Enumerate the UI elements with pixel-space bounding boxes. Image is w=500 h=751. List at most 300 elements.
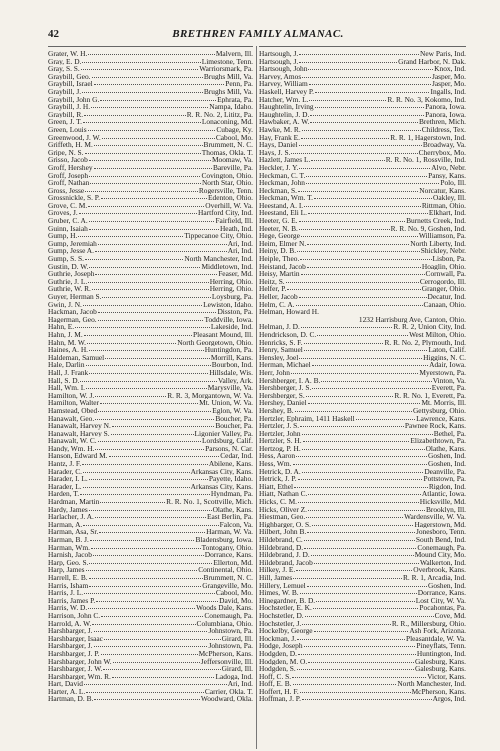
entry-location: R. R. 2, Union City, Ind. bbox=[393, 323, 466, 331]
entry-location: R. R. No. 3, Kokomo, Ind. bbox=[387, 95, 466, 104]
entry-location: Hagerstown, Md. bbox=[414, 520, 466, 529]
dot-leader bbox=[83, 483, 190, 488]
entry-location: Williamson, Pa. bbox=[418, 232, 466, 240]
entry-name: Hege, George bbox=[259, 232, 300, 240]
directory-entry bbox=[48, 483, 253, 491]
dot-leader bbox=[298, 498, 419, 503]
directory-entry bbox=[259, 118, 466, 126]
directory-entry bbox=[259, 172, 466, 180]
entry-name: Harshbarger, Wm. R. bbox=[48, 672, 111, 681]
entry-location: Ari, Ind. bbox=[227, 680, 253, 688]
dot-leader bbox=[100, 498, 165, 503]
entry-name: Hetrick, D. A. bbox=[259, 467, 301, 476]
dot-leader bbox=[84, 680, 227, 685]
entry-location: North Manchester, Ind. bbox=[397, 680, 466, 688]
entry-location: Girard, Ill. bbox=[221, 634, 253, 643]
entry-location: Mt. Morris, Ill. bbox=[421, 399, 466, 407]
directory-entry bbox=[48, 399, 253, 407]
directory-entry bbox=[259, 209, 466, 217]
directory-entry bbox=[259, 589, 466, 597]
entry-location: Malvern, Ill. bbox=[215, 50, 253, 58]
directory-entry bbox=[259, 285, 466, 293]
entry-name: Green, J. T. bbox=[48, 118, 83, 126]
entry-name: Heiny, D. B. bbox=[259, 247, 297, 256]
dot-leader bbox=[88, 604, 195, 609]
dot-leader bbox=[311, 551, 414, 556]
directory-entry bbox=[48, 209, 253, 217]
entry-location: East Berlin, Pa. bbox=[207, 513, 253, 521]
dot-leader bbox=[298, 187, 418, 192]
entry-location: Galesburg, Kans. bbox=[415, 657, 466, 666]
dot-leader bbox=[302, 430, 433, 435]
directory-entry bbox=[48, 50, 253, 58]
entry-location: Cedar, Ind. bbox=[220, 452, 253, 461]
dot-leader bbox=[100, 399, 198, 404]
entry-name: Hay, Frank E. bbox=[259, 133, 300, 142]
directory-entry bbox=[259, 399, 466, 407]
entry-name: Grater, W. H. bbox=[48, 50, 88, 58]
entry-location: Valley, Ark. bbox=[217, 376, 253, 385]
entry-location: Harman, W. Va. bbox=[206, 528, 253, 536]
directory-entry bbox=[48, 415, 253, 423]
dot-leader bbox=[95, 392, 166, 397]
entry-name: Harshbarger, J. W. bbox=[48, 665, 103, 673]
dot-leader bbox=[101, 194, 207, 199]
entry-name: Hochstetler, E. K. bbox=[259, 604, 312, 612]
dot-leader bbox=[89, 172, 200, 177]
directory-entry bbox=[259, 65, 466, 73]
directory-entry bbox=[48, 673, 253, 681]
dot-leader bbox=[113, 658, 200, 663]
entry-location: 1232 Harrisburg Ave, Canton, Ohio. bbox=[358, 315, 466, 324]
entry-name: Heestand, A. I. bbox=[259, 201, 304, 210]
entry-name: Harnish, Jacob bbox=[48, 551, 92, 559]
dot-leader bbox=[296, 566, 412, 571]
dot-leader bbox=[315, 88, 429, 93]
entry-location: R. R. 3, Morgantown, W. Va. bbox=[167, 391, 253, 400]
entry-location: Brummett, N. C. bbox=[203, 141, 253, 149]
entry-name: Heestand, Eli L. bbox=[259, 209, 308, 218]
directory-entry bbox=[48, 301, 253, 309]
entry-location: Herring, Ohio. bbox=[209, 285, 253, 293]
dot-leader bbox=[89, 156, 211, 161]
dot-leader bbox=[88, 126, 216, 131]
directory-entry bbox=[259, 528, 466, 536]
directory-entry bbox=[48, 574, 253, 582]
dot-leader bbox=[94, 164, 212, 169]
dot-leader bbox=[299, 164, 430, 169]
entry-name: Harter, A. L. bbox=[48, 687, 86, 696]
directory-entry bbox=[259, 490, 466, 498]
entry-name: Harman, Wm. bbox=[48, 543, 90, 552]
entry-location: Walkerton, Ind. bbox=[420, 558, 466, 567]
directory-entry bbox=[259, 642, 466, 650]
dot-leader bbox=[302, 73, 431, 78]
dot-leader bbox=[112, 673, 215, 678]
directory-entry bbox=[259, 566, 466, 574]
entry-name: Gross, Jesse bbox=[48, 186, 85, 195]
entry-name: Griffeth, H. M. bbox=[48, 141, 93, 149]
directory-entry bbox=[48, 126, 253, 134]
dot-leader bbox=[96, 597, 218, 602]
entry-name: Gray, S. S. bbox=[48, 65, 80, 73]
directory-entry bbox=[48, 96, 253, 104]
dot-leader bbox=[111, 430, 194, 435]
entry-location: Nampa, Idaho. bbox=[209, 103, 253, 111]
entry-location: Rittman, Ohio. bbox=[421, 201, 466, 210]
entry-name: Herman, Michael bbox=[259, 361, 311, 369]
entry-name: Hodgden, D. bbox=[259, 649, 297, 658]
directory-entry bbox=[259, 468, 466, 476]
dot-leader bbox=[315, 103, 425, 108]
directory-entry bbox=[48, 354, 253, 362]
entry-location: Hillsdale, Wis. bbox=[209, 368, 253, 377]
dot-leader bbox=[100, 96, 216, 101]
entry-name: Hall, J. Frank bbox=[48, 368, 89, 377]
entry-location: Thomas, Okla. T. bbox=[201, 148, 253, 157]
entry-location: Middletown, Ind. bbox=[201, 262, 253, 271]
entry-location: Columbiana, Ohio. bbox=[196, 619, 253, 628]
dot-leader bbox=[308, 658, 414, 663]
entry-location: Alvo, Nebr. bbox=[431, 163, 466, 172]
directory-entry bbox=[48, 58, 253, 66]
directory-entry bbox=[259, 551, 466, 559]
directory-entry bbox=[48, 597, 253, 605]
entry-location: Laton, Calif. bbox=[428, 346, 466, 354]
dot-leader bbox=[88, 278, 208, 283]
entry-location: Huntington, Ind. bbox=[416, 649, 466, 658]
entry-location: Johnstown, Pa. bbox=[208, 642, 253, 650]
entry-location: Jasper, Mo. bbox=[432, 72, 466, 81]
dot-leader bbox=[92, 73, 203, 78]
entry-name: Hawke, M. R. bbox=[259, 125, 301, 134]
entry-location: Woods Dale, Kans. bbox=[196, 604, 253, 612]
entry-location: R. R. No. 2, Lititz, Pa. bbox=[186, 110, 253, 119]
directory-entry bbox=[48, 551, 253, 559]
directory-entry bbox=[259, 452, 466, 460]
entry-location: Bladensburg, Iowa. bbox=[195, 536, 253, 544]
directory-entry bbox=[48, 293, 253, 301]
dot-leader bbox=[294, 483, 428, 488]
entry-name: Hahn, E. bbox=[48, 323, 75, 331]
dot-leader bbox=[101, 612, 203, 617]
dot-leader bbox=[356, 415, 415, 420]
entry-location: Grangeville, Mo. bbox=[202, 581, 253, 590]
directory-entry bbox=[48, 270, 253, 278]
entry-name: Hardy, James bbox=[48, 505, 88, 514]
entry-name: Herr, John bbox=[259, 368, 290, 377]
entry-name: Hackman, Jacob bbox=[48, 308, 97, 316]
directory-entry bbox=[48, 513, 253, 521]
directory-entry bbox=[259, 225, 466, 233]
directory-entry bbox=[259, 460, 466, 468]
directory-entry bbox=[48, 225, 253, 233]
dot-leader bbox=[84, 331, 192, 336]
directory-entry bbox=[259, 247, 466, 255]
entry-name: Harman, A. bbox=[48, 520, 83, 529]
entry-location: Everett, Pa. bbox=[431, 384, 466, 392]
dot-leader bbox=[298, 650, 416, 655]
entry-location: Ladoga, Ind. bbox=[215, 672, 253, 681]
page-header bbox=[48, 28, 468, 42]
entry-name: Hertzler, S. H. bbox=[259, 437, 302, 445]
dot-leader bbox=[94, 695, 199, 700]
dot-leader bbox=[299, 293, 427, 298]
directory-entry bbox=[48, 172, 253, 180]
directory-entry bbox=[259, 73, 466, 81]
directory-entry bbox=[48, 316, 253, 324]
dot-leader bbox=[83, 118, 201, 123]
dot-leader bbox=[306, 179, 439, 184]
entry-name: Groff, Nathan bbox=[48, 179, 90, 187]
entry-location: Cerrogordo, Ill. bbox=[419, 277, 466, 286]
entry-location: Covington, Ohio. bbox=[201, 171, 253, 180]
directory-entry bbox=[48, 232, 253, 240]
entry-name: Haldeman, Samuel bbox=[48, 353, 105, 362]
directory-entry bbox=[48, 164, 253, 172]
dot-leader bbox=[304, 339, 384, 344]
entry-location: Deanville, Pa. bbox=[424, 467, 466, 476]
entry-name: Hill, James bbox=[259, 573, 293, 582]
directory-entry bbox=[259, 301, 466, 309]
directory-entry bbox=[48, 323, 253, 331]
dot-leader bbox=[86, 361, 211, 366]
entry-location: R. R. No. 9, Goshen, Ind. bbox=[390, 224, 466, 233]
entry-name: Hodgden, M. O. bbox=[259, 657, 308, 666]
directory-entry bbox=[48, 118, 253, 126]
directory-entry bbox=[48, 369, 253, 377]
dot-leader bbox=[312, 361, 428, 366]
entry-location: Hoaglin, Ohio. bbox=[421, 262, 466, 271]
entry-location: Olathe, Kans. bbox=[425, 444, 466, 453]
entry-name: Groves, J. bbox=[48, 209, 78, 218]
entry-name: Harader, L. bbox=[48, 482, 82, 491]
directory-entry bbox=[48, 217, 253, 225]
dot-leader bbox=[88, 50, 215, 55]
directory-entry bbox=[48, 680, 253, 688]
dot-leader bbox=[301, 134, 389, 139]
header-rule-right bbox=[259, 46, 466, 47]
entry-location: R. R. No. 1, Scottville, Mich. bbox=[166, 498, 253, 506]
directory-entry bbox=[48, 460, 253, 468]
entry-location: Panora, Iowa. bbox=[425, 103, 466, 111]
entry-location: Myerstown, Pa. bbox=[419, 368, 466, 377]
dot-leader bbox=[89, 369, 208, 374]
entry-name: Harp, James bbox=[48, 566, 85, 574]
directory-entry bbox=[259, 392, 466, 400]
dot-leader bbox=[86, 384, 207, 389]
entry-location: Pansy, Kans. bbox=[428, 171, 466, 180]
directory-entry bbox=[48, 498, 253, 506]
entry-name: Graybill, Israel bbox=[48, 80, 93, 88]
dot-leader bbox=[80, 490, 210, 495]
entry-location: Canaan, Ohio. bbox=[423, 300, 466, 309]
dot-leader bbox=[308, 506, 425, 511]
entry-location: Toddville, Iowa. bbox=[204, 315, 253, 324]
dot-leader bbox=[302, 468, 424, 473]
dot-leader bbox=[301, 232, 418, 237]
dot-leader bbox=[98, 316, 204, 321]
directory-entry bbox=[48, 582, 253, 590]
entry-location: Cherrybox, Mo. bbox=[418, 148, 466, 157]
dot-leader bbox=[301, 323, 393, 328]
dot-leader bbox=[302, 620, 391, 625]
directory-entry bbox=[48, 490, 253, 498]
dot-leader bbox=[95, 415, 214, 420]
dot-leader bbox=[101, 650, 198, 655]
dot-leader bbox=[85, 149, 201, 154]
entry-location: Elkhart, Ind. bbox=[428, 209, 466, 218]
entry-location: Argos, Ind. bbox=[432, 695, 466, 704]
entry-location: Ari, Ind. bbox=[227, 239, 253, 248]
dot-leader bbox=[298, 475, 423, 480]
entry-name: Hahn, M. W. bbox=[48, 338, 86, 347]
entry-name: Harris, James P. bbox=[48, 596, 96, 605]
directory-entry bbox=[259, 58, 466, 66]
dot-leader bbox=[297, 665, 414, 670]
entry-location: Girard, Ill. bbox=[221, 665, 253, 673]
dot-leader bbox=[310, 111, 424, 116]
directory-entry bbox=[48, 73, 253, 81]
directory-entry bbox=[48, 475, 253, 483]
entry-name: Hoff, C. S. bbox=[259, 672, 292, 681]
entry-location: Ligonier Valley, Pa. bbox=[194, 429, 253, 438]
dot-leader bbox=[286, 278, 419, 283]
page-number: 42 bbox=[48, 28, 59, 40]
entry-name: Heim, Elmer N. bbox=[259, 239, 307, 248]
directory-entry bbox=[259, 695, 466, 703]
entry-name: Hilbert, John B. bbox=[259, 528, 307, 536]
directory-entry bbox=[48, 202, 253, 210]
entry-location: Jeffersonville, Ill. bbox=[200, 657, 253, 666]
entry-name: Haughtelin, Irving bbox=[259, 103, 314, 111]
directory-entry bbox=[259, 96, 466, 104]
directory-entry bbox=[259, 506, 466, 514]
entry-location: Lewiston, Idaho. bbox=[203, 300, 253, 309]
directory-entry bbox=[48, 468, 253, 476]
entry-location: Herring, Ohio. bbox=[209, 277, 253, 286]
entry-name: Helman, Howard H. bbox=[259, 308, 319, 316]
directory-entry bbox=[48, 134, 253, 142]
directory-entry bbox=[48, 111, 253, 119]
entry-name: Hoffert, H. F. bbox=[259, 687, 299, 696]
dot-leader bbox=[309, 80, 431, 85]
entry-location: Carrier, Okla. T. bbox=[204, 687, 253, 696]
dot-leader bbox=[92, 285, 209, 290]
directory-entry bbox=[259, 650, 466, 658]
directory-entry bbox=[48, 278, 253, 286]
entry-location: Falcon, Va. bbox=[219, 520, 253, 529]
entry-location: Higgins, N. C. bbox=[423, 353, 466, 362]
directory-entry bbox=[48, 544, 253, 552]
directory-entry bbox=[48, 437, 253, 445]
entry-name: Heitz, S. bbox=[259, 277, 285, 286]
directory-entry bbox=[259, 346, 466, 354]
directory-entry bbox=[259, 445, 466, 453]
dot-leader bbox=[304, 346, 428, 351]
directory-entry bbox=[48, 528, 253, 536]
dot-leader bbox=[307, 263, 421, 268]
directory-entry bbox=[259, 88, 466, 96]
directory-entry bbox=[48, 141, 253, 149]
entry-name: Henry, Samuel bbox=[259, 346, 303, 354]
entry-name: Guinn, Isaiah bbox=[48, 224, 88, 233]
directory-entry bbox=[48, 536, 253, 544]
dot-leader bbox=[312, 384, 430, 389]
directory-entry bbox=[259, 164, 466, 172]
entry-name: Hartsough, J. bbox=[259, 50, 299, 58]
entry-name: Hockman, J. bbox=[259, 634, 297, 643]
directory-entry bbox=[48, 627, 253, 635]
entry-location: Heath, Ind. bbox=[219, 224, 253, 233]
entry-name: Handy, Wm. H. bbox=[48, 444, 95, 453]
directory-entry bbox=[48, 331, 253, 339]
entry-location: Pleasantdale, W. Va. bbox=[405, 634, 466, 643]
entry-name: Hess, Wm. bbox=[259, 460, 292, 468]
entry-location: Ephrata, Pa. bbox=[217, 95, 253, 104]
entry-location: Dorrance, Kans. bbox=[204, 551, 253, 559]
directory-entry bbox=[48, 240, 253, 248]
dot-leader bbox=[300, 589, 417, 594]
dot-leader bbox=[299, 58, 397, 63]
entry-location: Moomaw, Va. bbox=[211, 156, 253, 164]
column-divider bbox=[256, 46, 257, 749]
directory-entry bbox=[259, 126, 466, 134]
entry-name: Henricks, S. F. bbox=[259, 338, 303, 347]
header-rule-left bbox=[48, 46, 253, 47]
dot-leader bbox=[306, 172, 427, 177]
dot-leader bbox=[103, 665, 220, 670]
entry-location: Cornwall, Pa. bbox=[425, 270, 466, 278]
entry-name: Hiatt, Nathan C. bbox=[259, 490, 308, 499]
entry-location: R. R. No. 1, Rossville, Ind. bbox=[385, 156, 466, 164]
entry-name: Hamstead, Obed bbox=[48, 406, 98, 415]
entry-name: Hertzler, John bbox=[259, 429, 301, 438]
entry-name: Harvey, William bbox=[259, 80, 308, 88]
entry-location: Lakeside, Ind. bbox=[210, 323, 253, 331]
dot-leader bbox=[299, 141, 422, 146]
entry-name: Helm, C. A. bbox=[259, 300, 295, 309]
dot-leader bbox=[90, 179, 201, 184]
directory-entry bbox=[259, 232, 466, 240]
directory-entry bbox=[259, 179, 466, 187]
dot-leader bbox=[304, 202, 421, 207]
dot-leader bbox=[89, 574, 203, 579]
directory-entry bbox=[259, 612, 466, 620]
dot-leader bbox=[307, 582, 427, 587]
entry-location: Burnetts Creek, Ind. bbox=[406, 217, 466, 225]
entry-location: R. R. No. 1, Everett, Pa. bbox=[394, 391, 466, 400]
dot-leader bbox=[306, 392, 394, 397]
directory-entry bbox=[48, 635, 253, 643]
dot-leader bbox=[293, 574, 402, 579]
entry-name: Highbarger, O. S. bbox=[259, 520, 311, 529]
dot-leader bbox=[86, 566, 198, 571]
directory-entry bbox=[48, 88, 253, 96]
entry-location: McPherson, Kans. bbox=[198, 649, 253, 658]
entry-name: Hanawalt, Geo. bbox=[48, 414, 95, 423]
directory-entry bbox=[259, 50, 466, 58]
directory-entry bbox=[48, 384, 253, 392]
directory-entry bbox=[259, 156, 466, 164]
directory-entry bbox=[259, 521, 466, 529]
entry-location: Brummett, N. C. bbox=[203, 573, 253, 582]
entry-name: Guthrie, W. R. bbox=[48, 285, 91, 293]
entry-location: Edenton, Ohio. bbox=[208, 194, 253, 202]
dot-leader bbox=[297, 247, 420, 252]
entry-name: Hetrick, J. P. bbox=[259, 475, 297, 483]
entry-name: Hiatt, Ethel bbox=[259, 482, 294, 491]
